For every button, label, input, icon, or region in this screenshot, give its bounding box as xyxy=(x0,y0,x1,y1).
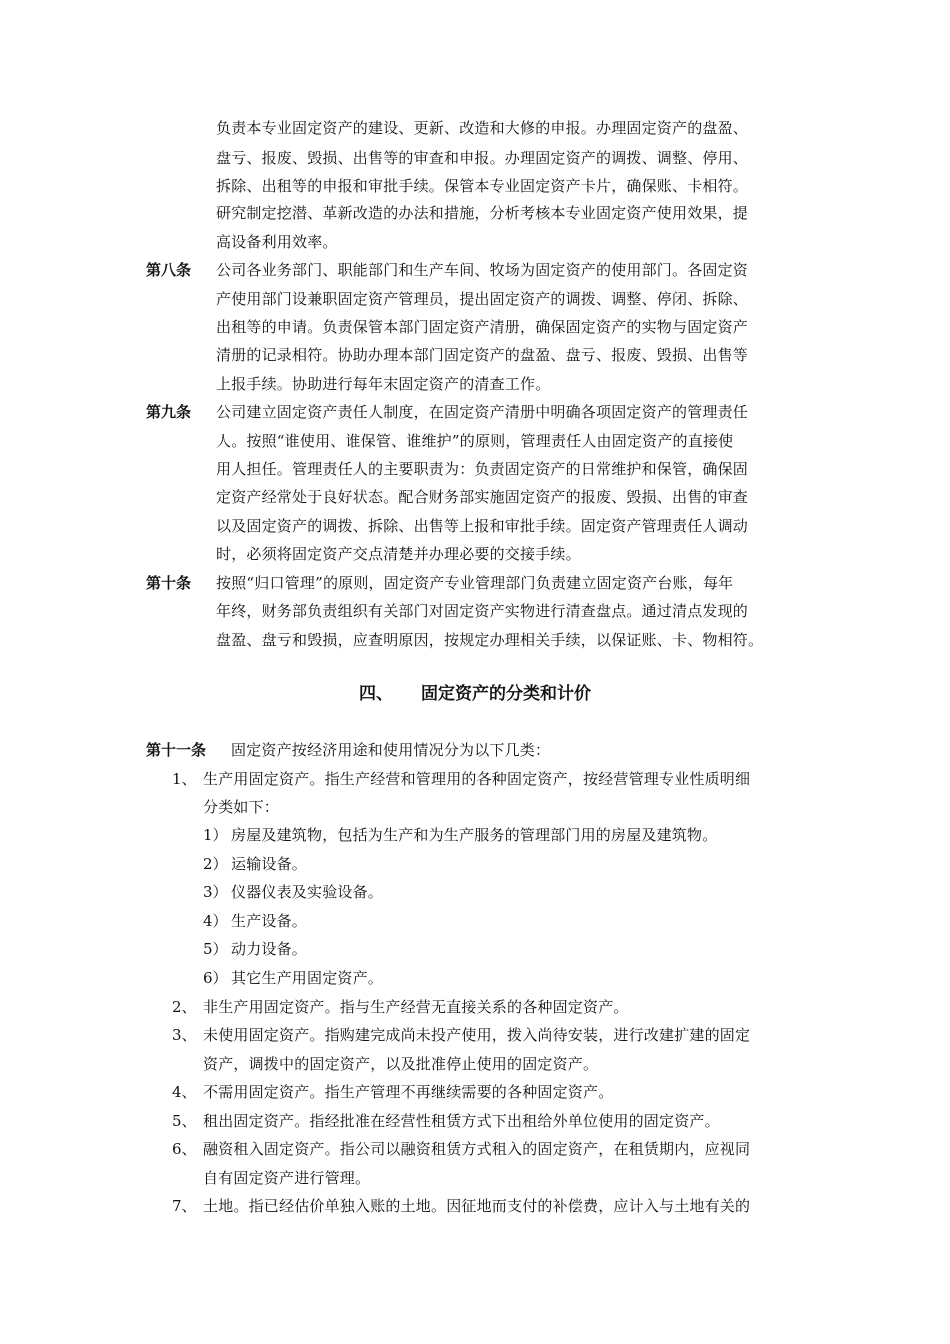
list-item-line: 资产，调拨中的固定资产，以及批准停止使用的固定资产。 xyxy=(203,1055,599,1073)
article-8-line: 清册的记录相符。协助办理本部门固定资产的盘盈、盘亏、报废、毁损、出售等 xyxy=(216,346,749,364)
list-item-number: 1、 xyxy=(172,770,197,788)
section-title: 固定资产的分类和计价 xyxy=(421,684,591,704)
sub-item-number: 1） xyxy=(203,826,228,844)
list-item-number: 4、 xyxy=(172,1083,197,1101)
article-8-line: 公司各业务部门、职能部门和生产车间、牧场为固定资产的使用部门。各固定资 xyxy=(216,261,749,279)
intro-line: 研究制定挖潜、革新改造的办法和措施，分析考核本专业固定资产使用效果，提 xyxy=(216,204,749,222)
article-8-line: 产使用部门设兼职固定资产管理员，提出固定资产的调拨、调整、停闭、拆除、 xyxy=(216,290,749,308)
article-9-line: 定资产经常处于良好状态。配合财务部实施固定资产的报废、毁损、出售的审查 xyxy=(216,488,749,506)
article-10-line: 盘盈、盘亏和毁损，应查明原因，按规定办理相关手续，以保证账、卡、物相符。 xyxy=(216,631,764,649)
article-9-line: 人。按照“谁使用、谁保管、谁维护”的原则，管理责任人由固定资产的直接使 xyxy=(216,432,734,450)
article-11-text: 固定资产按经济用途和使用情况分为以下几类： xyxy=(231,741,551,759)
list-item-line: 分类如下： xyxy=(203,798,280,816)
list-item-line: 土地。指已经估价单独入账的土地。因征地而支付的补偿费，应计入与土地有关的 xyxy=(203,1197,751,1215)
sub-item-text: 仪器仪表及实验设备。 xyxy=(231,883,384,901)
list-item-number: 5、 xyxy=(172,1112,197,1130)
list-item-line: 自有固定资产进行管理。 xyxy=(203,1169,371,1187)
list-item-line: 非生产用固定资产。指与生产经营无直接关系的各种固定资产。 xyxy=(203,998,629,1016)
sub-item-number: 6） xyxy=(203,969,228,987)
sub-item-number: 4） xyxy=(203,912,228,930)
intro-line: 拆除、出租等的申报和审批手续。保管本专业固定资产卡片，确保账、卡相符。 xyxy=(216,177,749,195)
intro-line: 高设备利用效率。 xyxy=(216,233,338,251)
list-item-number: 3、 xyxy=(172,1026,197,1044)
list-item-line: 租出固定资产。指经批准在经营性租赁方式下出租给外单位使用的固定资产。 xyxy=(203,1112,720,1130)
list-item-line: 生产用固定资产。指生产经营和管理用的各种固定资产，按经营管理专业性质明细 xyxy=(203,770,751,788)
sub-item-number: 2） xyxy=(203,855,228,873)
list-item-number: 6、 xyxy=(172,1140,197,1158)
section-heading xyxy=(0,683,950,705)
sub-item-text: 运输设备。 xyxy=(231,855,308,873)
article-10-line: 年终，财务部负责组织有关部门对固定资产实物进行清查盘点。通过清点发现的 xyxy=(216,602,749,620)
intro-line: 盘亏、报废、毁损、出售等的审查和申报。办理固定资产的调拨、调整、停用、 xyxy=(216,149,749,167)
sub-item-number: 3） xyxy=(203,883,228,901)
article-9-line: 公司建立固定资产责任人制度，在固定资产清册中明确各项固定资产的管理责任 xyxy=(216,403,749,421)
article-8-line: 上报手续。协助进行每年末固定资产的清查工作。 xyxy=(216,375,551,393)
article-8-label: 第八条 xyxy=(146,261,192,279)
sub-item-text: 动力设备。 xyxy=(231,940,308,958)
article-9-line: 以及固定资产的调拨、拆除、出售等上报和审批手续。固定资产管理责任人调动 xyxy=(216,517,749,535)
article-9-line: 时，必须将固定资产交点清楚并办理必要的交接手续。 xyxy=(216,545,581,563)
sub-item-number: 5） xyxy=(203,940,228,958)
article-11-label: 第十一条 xyxy=(146,741,207,759)
list-item-number: 2、 xyxy=(172,998,197,1016)
article-10-label: 第十条 xyxy=(146,574,192,592)
list-item-line: 不需用固定资产。指生产管理不再继续需要的各种固定资产。 xyxy=(203,1083,614,1101)
sub-item-text: 其它生产用固定资产。 xyxy=(231,969,384,987)
sub-item-text: 房屋及建筑物，包括为生产和为生产服务的管理部门用的房屋及建筑物。 xyxy=(231,826,718,844)
section-number: 四、 xyxy=(359,684,393,704)
list-item-line: 未使用固定资产。指购建完成尚未投产使用，拨入尚待安装，进行改建扩建的固定 xyxy=(203,1026,751,1044)
article-9-label: 第九条 xyxy=(146,403,192,421)
article-8-line: 出租等的申请。负责保管本部门固定资产清册，确保固定资产的实物与固定资产 xyxy=(216,318,749,336)
list-item-number: 7、 xyxy=(172,1197,197,1215)
article-10-line: 按照“归口管理”的原则，固定资产专业管理部门负责建立固定资产台账，每年 xyxy=(216,574,734,592)
list-item-line: 融资租入固定资产。指公司以融资租赁方式租入的固定资产，在租赁期内，应视同 xyxy=(203,1140,751,1158)
sub-item-text: 生产设备。 xyxy=(231,912,308,930)
article-9-line: 用人担任。管理责任人的主要职责为：负责固定资产的日常维护和保管，确保固 xyxy=(216,460,749,478)
intro-line: 负责本专业固定资产的建设、更新、改造和大修的申报。办理固定资产的盘盈、 xyxy=(216,119,749,137)
